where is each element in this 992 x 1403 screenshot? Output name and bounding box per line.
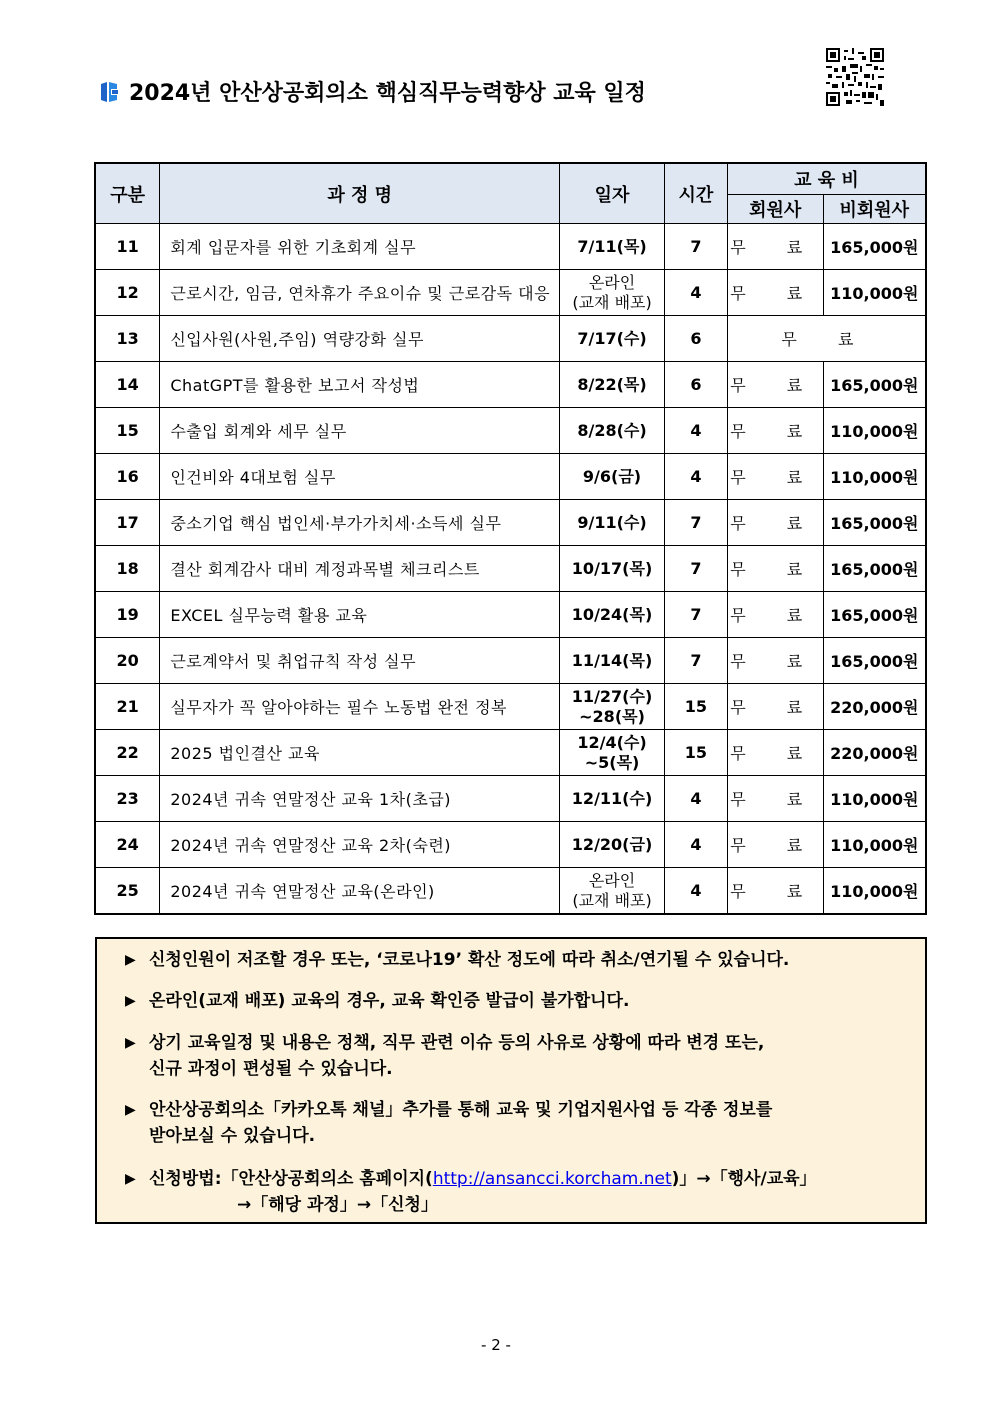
apply-method-text: )」→「행사/교육」 — [671, 1169, 817, 1189]
chamber-logo-icon — [97, 80, 121, 104]
header-no: 구분 — [95, 163, 160, 224]
row-nonmember-fee: 110,000원 — [823, 822, 926, 868]
row-fee-free: 무 료 — [727, 316, 926, 362]
row-date — [560, 454, 665, 500]
row-date-line: (교재 배포) — [572, 890, 652, 910]
row-member-fee: 무 료 — [727, 408, 823, 454]
row-no: 23 — [95, 776, 160, 822]
row-no: 19 — [95, 592, 160, 638]
row-no: 11 — [95, 224, 160, 270]
row-no: 12 — [95, 270, 160, 316]
arrow-bullet-icon: ▶ — [125, 1102, 136, 1118]
row-no: 17 — [95, 500, 160, 546]
row-course: 2024년 귀속 연말정산 교육 1차(초급) — [160, 776, 560, 822]
row-hours: 7 — [664, 500, 727, 546]
notice-text: 받아보실 수 있습니다. — [149, 1126, 316, 1146]
row-date-line: 10/17(목) — [571, 558, 653, 578]
row-date-line: 9/6(금) — [582, 466, 642, 486]
row-nonmember-fee: 165,000원 — [823, 362, 926, 408]
row-date — [560, 408, 665, 454]
header-hours: 시간 — [664, 163, 727, 224]
table-row — [95, 454, 926, 500]
page-number: - 2 - — [481, 1336, 511, 1354]
notice-text: 안산상공회의소「카카오톡 채널」추가를 통해 교육 및 기업지원사업 등 각종 정보를 — [149, 1100, 773, 1120]
row-date — [560, 822, 665, 868]
row-date — [560, 500, 665, 546]
row-no: 14 — [95, 362, 160, 408]
apply-method-steps: →「해당 과정」→「신청」 — [237, 1195, 438, 1215]
notice-text: 온라인(교재 배포) 교육의 경우, 교육 확인증 발급이 불가합니다. — [149, 991, 630, 1011]
table-row — [95, 776, 926, 822]
row-course: 실무자가 꼭 알아야하는 필수 노동법 완전 정복 — [160, 684, 560, 730]
homepage-link[interactable]: http://ansancci.korcham.net — [432, 1169, 672, 1189]
header-date: 일자 — [560, 163, 665, 224]
row-nonmember-fee: 110,000원 — [823, 454, 926, 500]
row-no: 15 — [95, 408, 160, 454]
row-no: 20 — [95, 638, 160, 684]
row-date-line: 11/14(목) — [571, 650, 653, 670]
row-nonmember-fee: 110,000원 — [823, 868, 926, 915]
table-row — [95, 270, 926, 316]
page-title: 2024년 안산상공회의소 핵심직무능력향상 교육 일정 — [129, 81, 646, 106]
row-no: 25 — [95, 868, 160, 915]
table-row — [95, 730, 926, 776]
row-course: 중소기업 핵심 법인세·부가가치세·소득세 실무 — [160, 500, 560, 546]
row-member-fee: 무 료 — [727, 638, 823, 684]
row-member-fee: 무 료 — [727, 546, 823, 592]
row-date — [560, 730, 665, 776]
row-date-line: 온라인 — [588, 272, 636, 292]
table-row — [95, 500, 926, 546]
row-course: 결산 회계감사 대비 계정과목별 체크리스트 — [160, 546, 560, 592]
row-nonmember-fee: 220,000원 — [823, 684, 926, 730]
row-course: 신입사원(사원,주임) 역량강화 실무 — [160, 316, 560, 362]
row-course: 2025 법인결산 교육 — [160, 730, 560, 776]
row-course: EXCEL 실무능력 활용 교육 — [160, 592, 560, 638]
row-nonmember-fee: 165,000원 — [823, 500, 926, 546]
row-no: 16 — [95, 454, 160, 500]
row-date — [560, 362, 665, 408]
row-no: 13 — [95, 316, 160, 362]
row-date-line: 7/17(수) — [577, 328, 647, 348]
arrow-bullet-icon: ▶ — [125, 952, 136, 968]
title-row — [97, 76, 646, 107]
row-course: ChatGPT를 활용한 보고서 작성법 — [160, 362, 560, 408]
notice-box — [95, 937, 927, 1224]
row-date — [560, 776, 665, 822]
table-row — [95, 868, 926, 915]
row-course: 근로시간, 임금, 연차휴가 주요이슈 및 근로감독 대응 — [160, 270, 560, 316]
header-nonmember: 비회원사 — [823, 195, 926, 224]
row-course: 회계 입문자를 위한 기초회계 실무 — [160, 224, 560, 270]
row-hours: 7 — [664, 546, 727, 592]
header-fee: 교 육 비 — [727, 163, 926, 195]
row-hours: 7 — [664, 592, 727, 638]
notice-item — [125, 947, 789, 973]
row-no: 21 — [95, 684, 160, 730]
notice-text: 신청인원이 저조할 경우 또는, ‘코로나19’ 확산 정도에 따라 취소/연기될 수 있습니다. — [149, 950, 790, 970]
row-date-line: 8/22(목) — [577, 374, 647, 394]
row-nonmember-fee: 165,000원 — [823, 546, 926, 592]
arrow-bullet-icon: ▶ — [125, 993, 136, 1009]
table-row — [95, 408, 926, 454]
table-row — [95, 592, 926, 638]
row-date-line: ~5(목) — [584, 752, 640, 772]
row-date-line: 12/4(수) — [577, 732, 647, 752]
row-hours: 4 — [664, 776, 727, 822]
notice-item — [125, 988, 629, 1014]
row-date — [560, 270, 665, 316]
header-member: 회원사 — [727, 195, 823, 224]
row-member-fee: 무 료 — [727, 362, 823, 408]
row-nonmember-fee: 220,000원 — [823, 730, 926, 776]
row-member-fee: 무 료 — [727, 684, 823, 730]
row-nonmember-fee: 110,000원 — [823, 408, 926, 454]
row-course: 2024년 귀속 연말정산 교육 2차(숙련) — [160, 822, 560, 868]
row-nonmember-fee: 165,000원 — [823, 224, 926, 270]
row-hours: 6 — [664, 362, 727, 408]
table-row — [95, 638, 926, 684]
row-date — [560, 638, 665, 684]
row-date-line: 온라인 — [588, 870, 636, 890]
row-member-fee: 무 료 — [727, 224, 823, 270]
row-date — [560, 224, 665, 270]
schedule-table — [94, 162, 927, 915]
table-row — [95, 546, 926, 592]
notice-item — [125, 1097, 772, 1149]
row-course: 2024년 귀속 연말정산 교육(온라인) — [160, 868, 560, 915]
notice-text: 신규 과정이 편성될 수 있습니다. — [149, 1059, 393, 1079]
table-row — [95, 224, 926, 270]
row-date-line: 10/24(목) — [571, 604, 653, 624]
row-nonmember-fee: 110,000원 — [823, 776, 926, 822]
notice-text: 상기 교육일정 및 내용은 정책, 직무 관련 이슈 등의 사유로 상황에 따라 변경 또는, — [149, 1033, 765, 1053]
row-date — [560, 684, 665, 730]
row-no: 18 — [95, 546, 160, 592]
arrow-bullet-icon: ▶ — [125, 1035, 136, 1051]
table-row — [95, 316, 926, 362]
row-hours: 4 — [664, 270, 727, 316]
row-course: 인건비와 4대보험 실무 — [160, 454, 560, 500]
row-date — [560, 592, 665, 638]
schedule-rows — [95, 224, 926, 915]
header-course: 과 정 명 — [160, 163, 560, 224]
row-member-fee: 무 료 — [727, 270, 823, 316]
row-course: 근로계약서 및 취업규칙 작성 실무 — [160, 638, 560, 684]
row-no: 24 — [95, 822, 160, 868]
row-hours: 4 — [664, 822, 727, 868]
row-hours: 7 — [664, 638, 727, 684]
notice-item — [125, 1030, 764, 1082]
row-no: 22 — [95, 730, 160, 776]
apply-method-text: 신청방법:「안산상공회의소 홈페이지( — [149, 1169, 433, 1189]
row-nonmember-fee: 165,000원 — [823, 592, 926, 638]
row-date — [560, 546, 665, 592]
row-member-fee: 무 료 — [727, 868, 823, 915]
row-member-fee: 무 료 — [727, 454, 823, 500]
table-row — [95, 684, 926, 730]
row-member-fee: 무 료 — [727, 822, 823, 868]
qr-code-icon[interactable] — [826, 48, 884, 106]
row-date-line: 9/11(수) — [577, 512, 647, 532]
notice-item — [125, 1166, 817, 1218]
row-date-line: 11/27(수) — [571, 686, 653, 706]
row-date-line: 12/20(금) — [571, 834, 653, 854]
arrow-bullet-icon: ▶ — [125, 1171, 136, 1187]
row-hours: 15 — [664, 730, 727, 776]
row-hours: 15 — [664, 684, 727, 730]
row-date-line: ~28(목) — [579, 706, 645, 726]
row-course: 수출입 회계와 세무 실무 — [160, 408, 560, 454]
row-nonmember-fee: 110,000원 — [823, 270, 926, 316]
row-date — [560, 316, 665, 362]
row-hours: 6 — [664, 316, 727, 362]
table-row — [95, 362, 926, 408]
row-date-line: 8/28(수) — [577, 420, 647, 440]
row-member-fee: 무 료 — [727, 500, 823, 546]
row-member-fee: 무 료 — [727, 730, 823, 776]
row-hours: 7 — [664, 224, 727, 270]
row-member-fee: 무 료 — [727, 592, 823, 638]
row-date-line: 7/11(목) — [577, 236, 647, 256]
row-date — [560, 868, 665, 915]
row-date-line: 12/11(수) — [571, 788, 653, 808]
row-hours: 4 — [664, 408, 727, 454]
row-date-line: (교재 배포) — [572, 292, 652, 312]
row-member-fee: 무 료 — [727, 776, 823, 822]
row-nonmember-fee: 165,000원 — [823, 638, 926, 684]
table-row — [95, 822, 926, 868]
row-hours: 4 — [664, 454, 727, 500]
row-hours: 4 — [664, 868, 727, 915]
